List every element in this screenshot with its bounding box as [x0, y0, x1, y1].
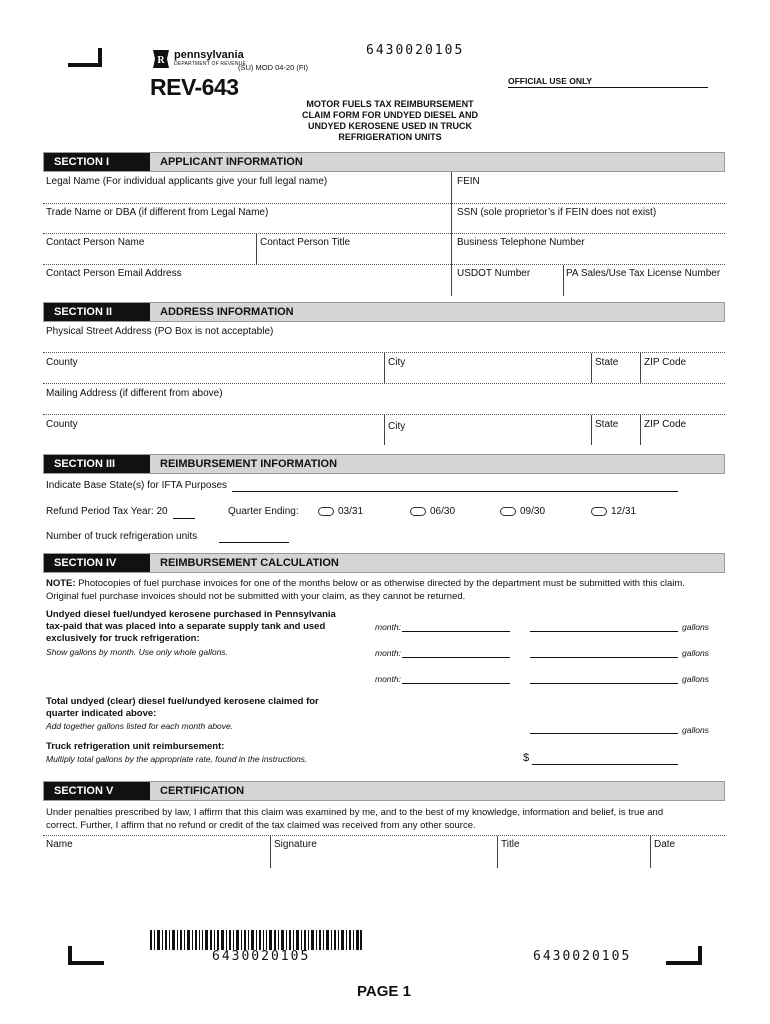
section-4-label: SECTION IV: [44, 554, 150, 572]
section-1-label: SECTION I: [44, 153, 150, 171]
quarter-option-1231[interactable]: [591, 506, 636, 517]
row-divider: [43, 383, 725, 384]
undyed-fuel-heading: [46, 609, 336, 645]
month-label: month:: [375, 622, 401, 632]
gallons-unit: gallons: [682, 674, 709, 684]
base-states-input-line[interactable]: [232, 491, 678, 492]
note-body: Photocopies of fuel purchase invoices for one of the months below or as otherwise directed by the department must be submitted with this claim.: [78, 578, 685, 589]
department-name: DEPARTMENT OF REVENUE: [174, 61, 246, 67]
reimbursement-hint: Multiply total gallons by the appropriate rate, found in the instructions.: [46, 754, 308, 764]
note-text: [46, 578, 685, 589]
radio-icon[interactable]: [591, 507, 607, 516]
keystone-logo-icon: [150, 48, 172, 70]
section-2-title: ADDRESS INFORMATION: [160, 306, 294, 318]
total-heading: [46, 696, 319, 720]
mailing-state-label[interactable]: State: [595, 419, 619, 430]
form-revision: (SU) MOD 04-20 (FI): [238, 63, 309, 72]
num-units-input-line[interactable]: [219, 542, 289, 543]
divider: [640, 353, 641, 383]
note-label: NOTE:: [46, 578, 76, 589]
state-label[interactable]: State: [595, 357, 619, 368]
section-5-label: SECTION V: [44, 782, 150, 800]
divider: [640, 415, 641, 445]
section-4-title: REIMBURSEMENT CALCULATION: [160, 557, 339, 569]
svg-text:R: R: [157, 55, 165, 66]
month-label: month:: [375, 674, 401, 684]
radio-icon[interactable]: [500, 507, 516, 516]
quarter-option-label: 03/31: [338, 506, 364, 517]
usdot-label[interactable]: USDOT Number: [457, 268, 531, 279]
quarter-ending-label: Quarter Ending:: [228, 506, 299, 517]
quarter-option-0930[interactable]: [500, 506, 545, 517]
section-4-header: [43, 553, 725, 573]
section-5-title: CERTIFICATION: [160, 785, 245, 797]
page-number: PAGE 1: [357, 983, 411, 1000]
document-number-top: 6430020105: [366, 43, 465, 58]
quarter-option-label: 06/30: [430, 506, 456, 517]
physical-address-label[interactable]: Physical Street Address (PO Box is not acceptable): [46, 326, 274, 337]
official-use-line: [508, 87, 708, 88]
registration-mark-bottom-left: [68, 946, 104, 966]
contact-title-label[interactable]: Contact Person Title: [260, 237, 351, 248]
undyed-line: Undyed diesel fuel/undyed kerosene purchased in Pennsylvania: [46, 609, 336, 620]
gallons-3-input-line[interactable]: [530, 683, 678, 684]
reimbursement-label: Truck refrigeration unit reimbursement:: [46, 741, 225, 752]
form-title-line: CLAIM FORM FOR UNDYED DIESEL AND: [301, 110, 478, 120]
divider: [270, 836, 271, 868]
form-title-line: MOTOR FUELS TAX REIMBURSEMENT: [306, 99, 474, 109]
reimbursement-input-line[interactable]: [532, 764, 678, 765]
pa-license-label[interactable]: PA Sales/Use Tax License Number: [566, 268, 721, 279]
gallons-unit: gallons: [682, 725, 709, 735]
section-2-header: [43, 302, 725, 322]
gallons-unit: gallons: [682, 622, 709, 632]
quarter-option-label: 09/30: [520, 506, 546, 517]
month-label: month:: [375, 648, 401, 658]
section-1-title: APPLICANT INFORMATION: [160, 156, 303, 168]
city-label[interactable]: City: [388, 357, 406, 368]
row-divider: [43, 233, 725, 234]
official-use-label: OFFICIAL USE ONLY: [508, 76, 593, 86]
divider: [256, 234, 257, 265]
month-3-input-line[interactable]: [402, 683, 510, 684]
divider: [451, 172, 452, 296]
gallons-unit: gallons: [682, 648, 709, 658]
registration-mark-bottom-right: [666, 946, 702, 966]
section-5-header: [43, 781, 725, 801]
divider: [497, 836, 498, 868]
mailing-county-label[interactable]: County: [46, 419, 78, 430]
section-1-header: [43, 152, 725, 172]
fein-label[interactable]: FEIN: [457, 176, 480, 187]
registration-mark-top-left: [68, 48, 104, 68]
row-divider: [43, 835, 725, 836]
barcode-number: 6430020105: [212, 949, 311, 964]
form-title-line: REFRIGERATION UNITS: [338, 132, 442, 142]
zip-label[interactable]: ZIP Code: [644, 357, 687, 368]
contact-name-label[interactable]: Contact Person Name: [46, 237, 145, 248]
quarter-option-0630[interactable]: [410, 506, 455, 517]
mailing-city-label[interactable]: City: [388, 421, 406, 432]
mailing-zip-label[interactable]: ZIP Code: [644, 419, 687, 430]
total-line: quarter indicated above:: [46, 708, 157, 719]
document-number-bottom: 6430020105: [533, 949, 632, 964]
quarter-option-0331[interactable]: [318, 506, 363, 517]
form-id: REV-643: [150, 74, 239, 100]
legal-name-label[interactable]: Legal Name (For individual applicants give your full legal name): [46, 176, 328, 187]
total-line: Total undyed (clear) diesel fuel/undyed kerosene claimed for: [46, 696, 319, 707]
month-2-input-line[interactable]: [402, 657, 510, 658]
form-title: [270, 99, 510, 143]
form-title-line: UNDYED KEROSENE USED IN TRUCK: [307, 121, 473, 131]
radio-icon[interactable]: [318, 507, 334, 516]
section-2-label: SECTION II: [44, 303, 150, 321]
row-divider: [43, 203, 725, 204]
refund-year-label: Refund Period Tax Year: 20: [46, 506, 168, 517]
refund-year-input-line[interactable]: [173, 518, 195, 519]
date-label[interactable]: Date: [654, 839, 676, 850]
title-label[interactable]: Title: [501, 839, 520, 850]
undyed-line: exclusively for truck refrigeration:: [46, 633, 200, 644]
certification-text-1: Under penalties prescribed by law, I affirm that this claim was examined by me, and to the best of my knowledge, information and belief, is true and: [46, 807, 664, 818]
divider: [591, 353, 592, 383]
barcode-image: [150, 930, 362, 950]
divider: [563, 265, 564, 296]
contact-email-label[interactable]: Contact Person Email Address: [46, 268, 182, 279]
section-3-label: SECTION III: [44, 455, 150, 473]
total-hint: Add together gallons listed for each month above.: [46, 721, 234, 731]
certification-text-2: correct. Further, I affirm that no refund or credit of the tax claimed was received from any other source.: [46, 820, 476, 831]
dollar-sign: $: [523, 752, 530, 764]
county-label[interactable]: County: [46, 357, 78, 368]
name-label[interactable]: Name: [46, 839, 73, 850]
section-3-title: REIMBURSEMENT INFORMATION: [160, 458, 338, 470]
note-text-2: Original fuel purchase invoices should not be submitted with your claim, as they cannot be returned.: [46, 591, 466, 602]
state-name: pennsylvania: [174, 49, 244, 61]
month-1-input-line[interactable]: [402, 631, 510, 632]
total-gallons-input-line[interactable]: [530, 733, 678, 734]
radio-icon[interactable]: [410, 507, 426, 516]
row-divider: [43, 264, 725, 265]
divider: [591, 415, 592, 445]
business-phone-label[interactable]: Business Telephone Number: [457, 237, 585, 248]
quarter-option-label: 12/31: [611, 506, 637, 517]
divider: [650, 836, 651, 868]
section-3-header: [43, 454, 725, 474]
mailing-address-label[interactable]: Mailing Address (if different from above): [46, 388, 223, 399]
trade-name-label[interactable]: Trade Name or DBA (if different from Legal Name): [46, 207, 269, 218]
undyed-hint: Show gallons by month. Use only whole gallons.: [46, 647, 228, 657]
gallons-2-input-line[interactable]: [530, 657, 678, 658]
signature-label[interactable]: Signature: [274, 839, 317, 850]
divider: [384, 353, 385, 383]
gallons-1-input-line[interactable]: [530, 631, 678, 632]
base-states-label: Indicate Base State(s) for IFTA Purposes: [46, 480, 228, 491]
num-units-label: Number of truck refrigeration units: [46, 531, 198, 542]
ssn-label[interactable]: SSN (sole proprietor’s if FEIN does not exist): [457, 207, 657, 218]
divider: [384, 415, 385, 445]
undyed-line: tax-paid that was placed into a separate supply tank and used: [46, 621, 326, 632]
